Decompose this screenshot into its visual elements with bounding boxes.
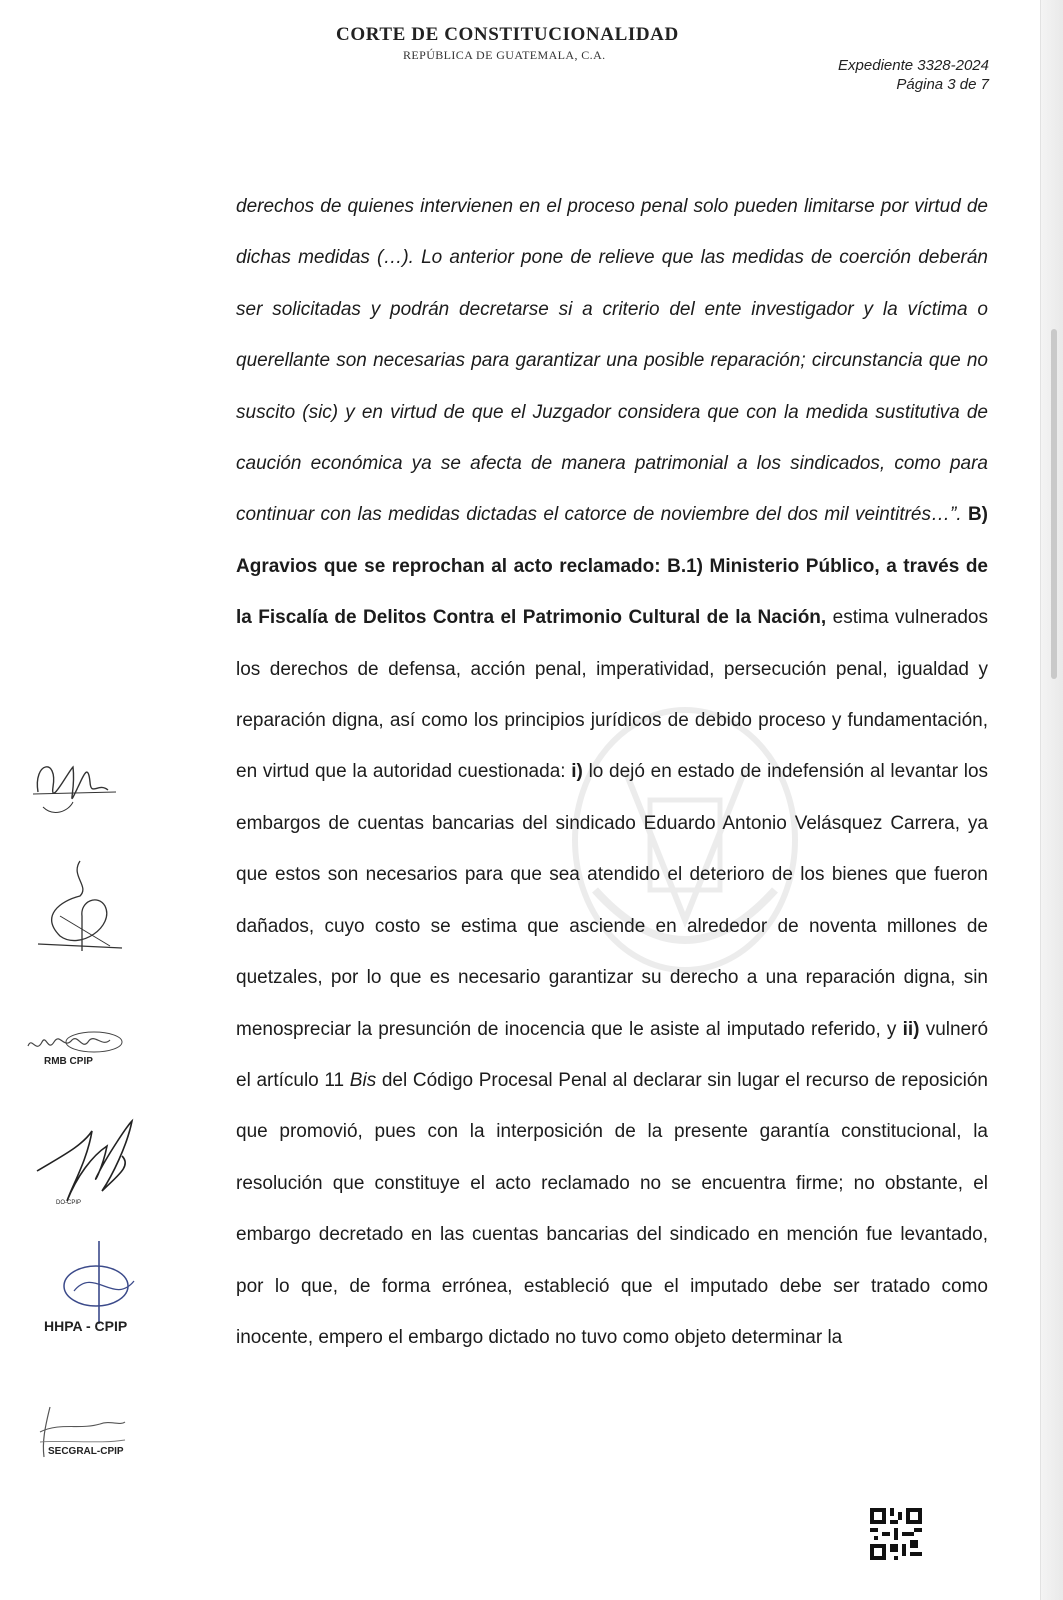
item-marker-i: i) (571, 761, 583, 783)
body-text-3: vulneró el artículo 11 (236, 1018, 989, 1091)
body-text-4: del Código Procesal Penal al declarar sin lugar el recurso de reposición que promovió, pues con la interposición de la presente garantía constitucional, la resolución que constituye el acto reclamado no se encuentra firme; no obstante, el embargo decretado en las cuentas bancarias del sindicado en mención fue levantado, por lo que, de forma errónea, estableció que el imputado debe ser tratado como inocente, empero el embargo dictado no tuvo como objeto determinar la (236, 1069, 988, 1348)
page-number: Página 3 de 7 (896, 76, 989, 93)
scrollbar-thumb[interactable] (1051, 329, 1057, 679)
signature-3-icon (24, 1028, 124, 1056)
signature-label-rmb: RMB CPIP (44, 1056, 93, 1067)
body-text-1: estima vulnerados los derechos de defensa, acción penal, imperatividad, persecución penal, igualdad y reparación digna, así como los principios jurídicos de debido proceso y fundamentación, en virtud que la autoridad cuestionada: (236, 607, 988, 783)
expediente-number: Expediente 3328-2024 (838, 57, 989, 74)
item-marker-ii: ii) (902, 1018, 920, 1040)
case-reference (838, 56, 989, 94)
signature-label-hhpa: HHPA - CPIP (44, 1318, 128, 1334)
quoted-text: derechos de quienes intervienen en el proceso penal solo pueden limitarse por virtud de dichas medidas (…). Lo anterior pone de relieve que las medidas de coerción deberán ser solicitadas y podrán decretarse si a criterio del ente investigador y la víctima o querellante son necesarias para garantizar una posible reparación; circunstancia que no suscito (sic) y en virtud de que el Juzgador considera que con la medida sustitutiva de caución económica ya se afecta de manera patrimonial a los sindicados, como para continuar con las medidas dictadas el catorce de noviembre del dos mil veintitrés…”. (236, 196, 988, 526)
signature-label-secgral: SECGRAL-CPIP (48, 1446, 124, 1457)
page-edge (1040, 0, 1063, 1600)
signature-2-icon (30, 856, 130, 956)
signature-1-icon (28, 752, 118, 824)
signature-4-icon (32, 1116, 142, 1206)
body-text-2: lo dejó en estado de indefensión al levantar los embargos de cuentas bancarias del sindicado Eduardo Antonio Velásquez Carrera, ya que estos son necesarios para que sea atendido el deterioro de los bienes que fueron dañados, cuyo costo se estima que asciende en alrededor de noventa millones de quetzales, por lo que es necesario garantizar su derecho a una reparación digna, sin menospreciar la presunción de inocencia que le asiste al imputado referido, y (236, 761, 989, 1040)
article-bis: Bis (349, 1069, 377, 1091)
section-heading: B) Agravios que se reprochan al acto reclamado: B.1) Ministerio Público, a través de la Fiscalía de Delitos Contra el Patrimonio Cultural de la Nación, (236, 504, 988, 629)
signature-5-icon (54, 1236, 144, 1328)
court-subtitle: REPÚBLICA DE GUATEMALA, C.A. (403, 48, 606, 62)
qr-code-icon[interactable] (870, 1508, 922, 1560)
body-paragraph (236, 181, 988, 1363)
court-name: CORTE DE CONSTITUCIONALIDAD (336, 24, 679, 45)
signature-label-do: DO-CPIP (56, 1200, 82, 1206)
